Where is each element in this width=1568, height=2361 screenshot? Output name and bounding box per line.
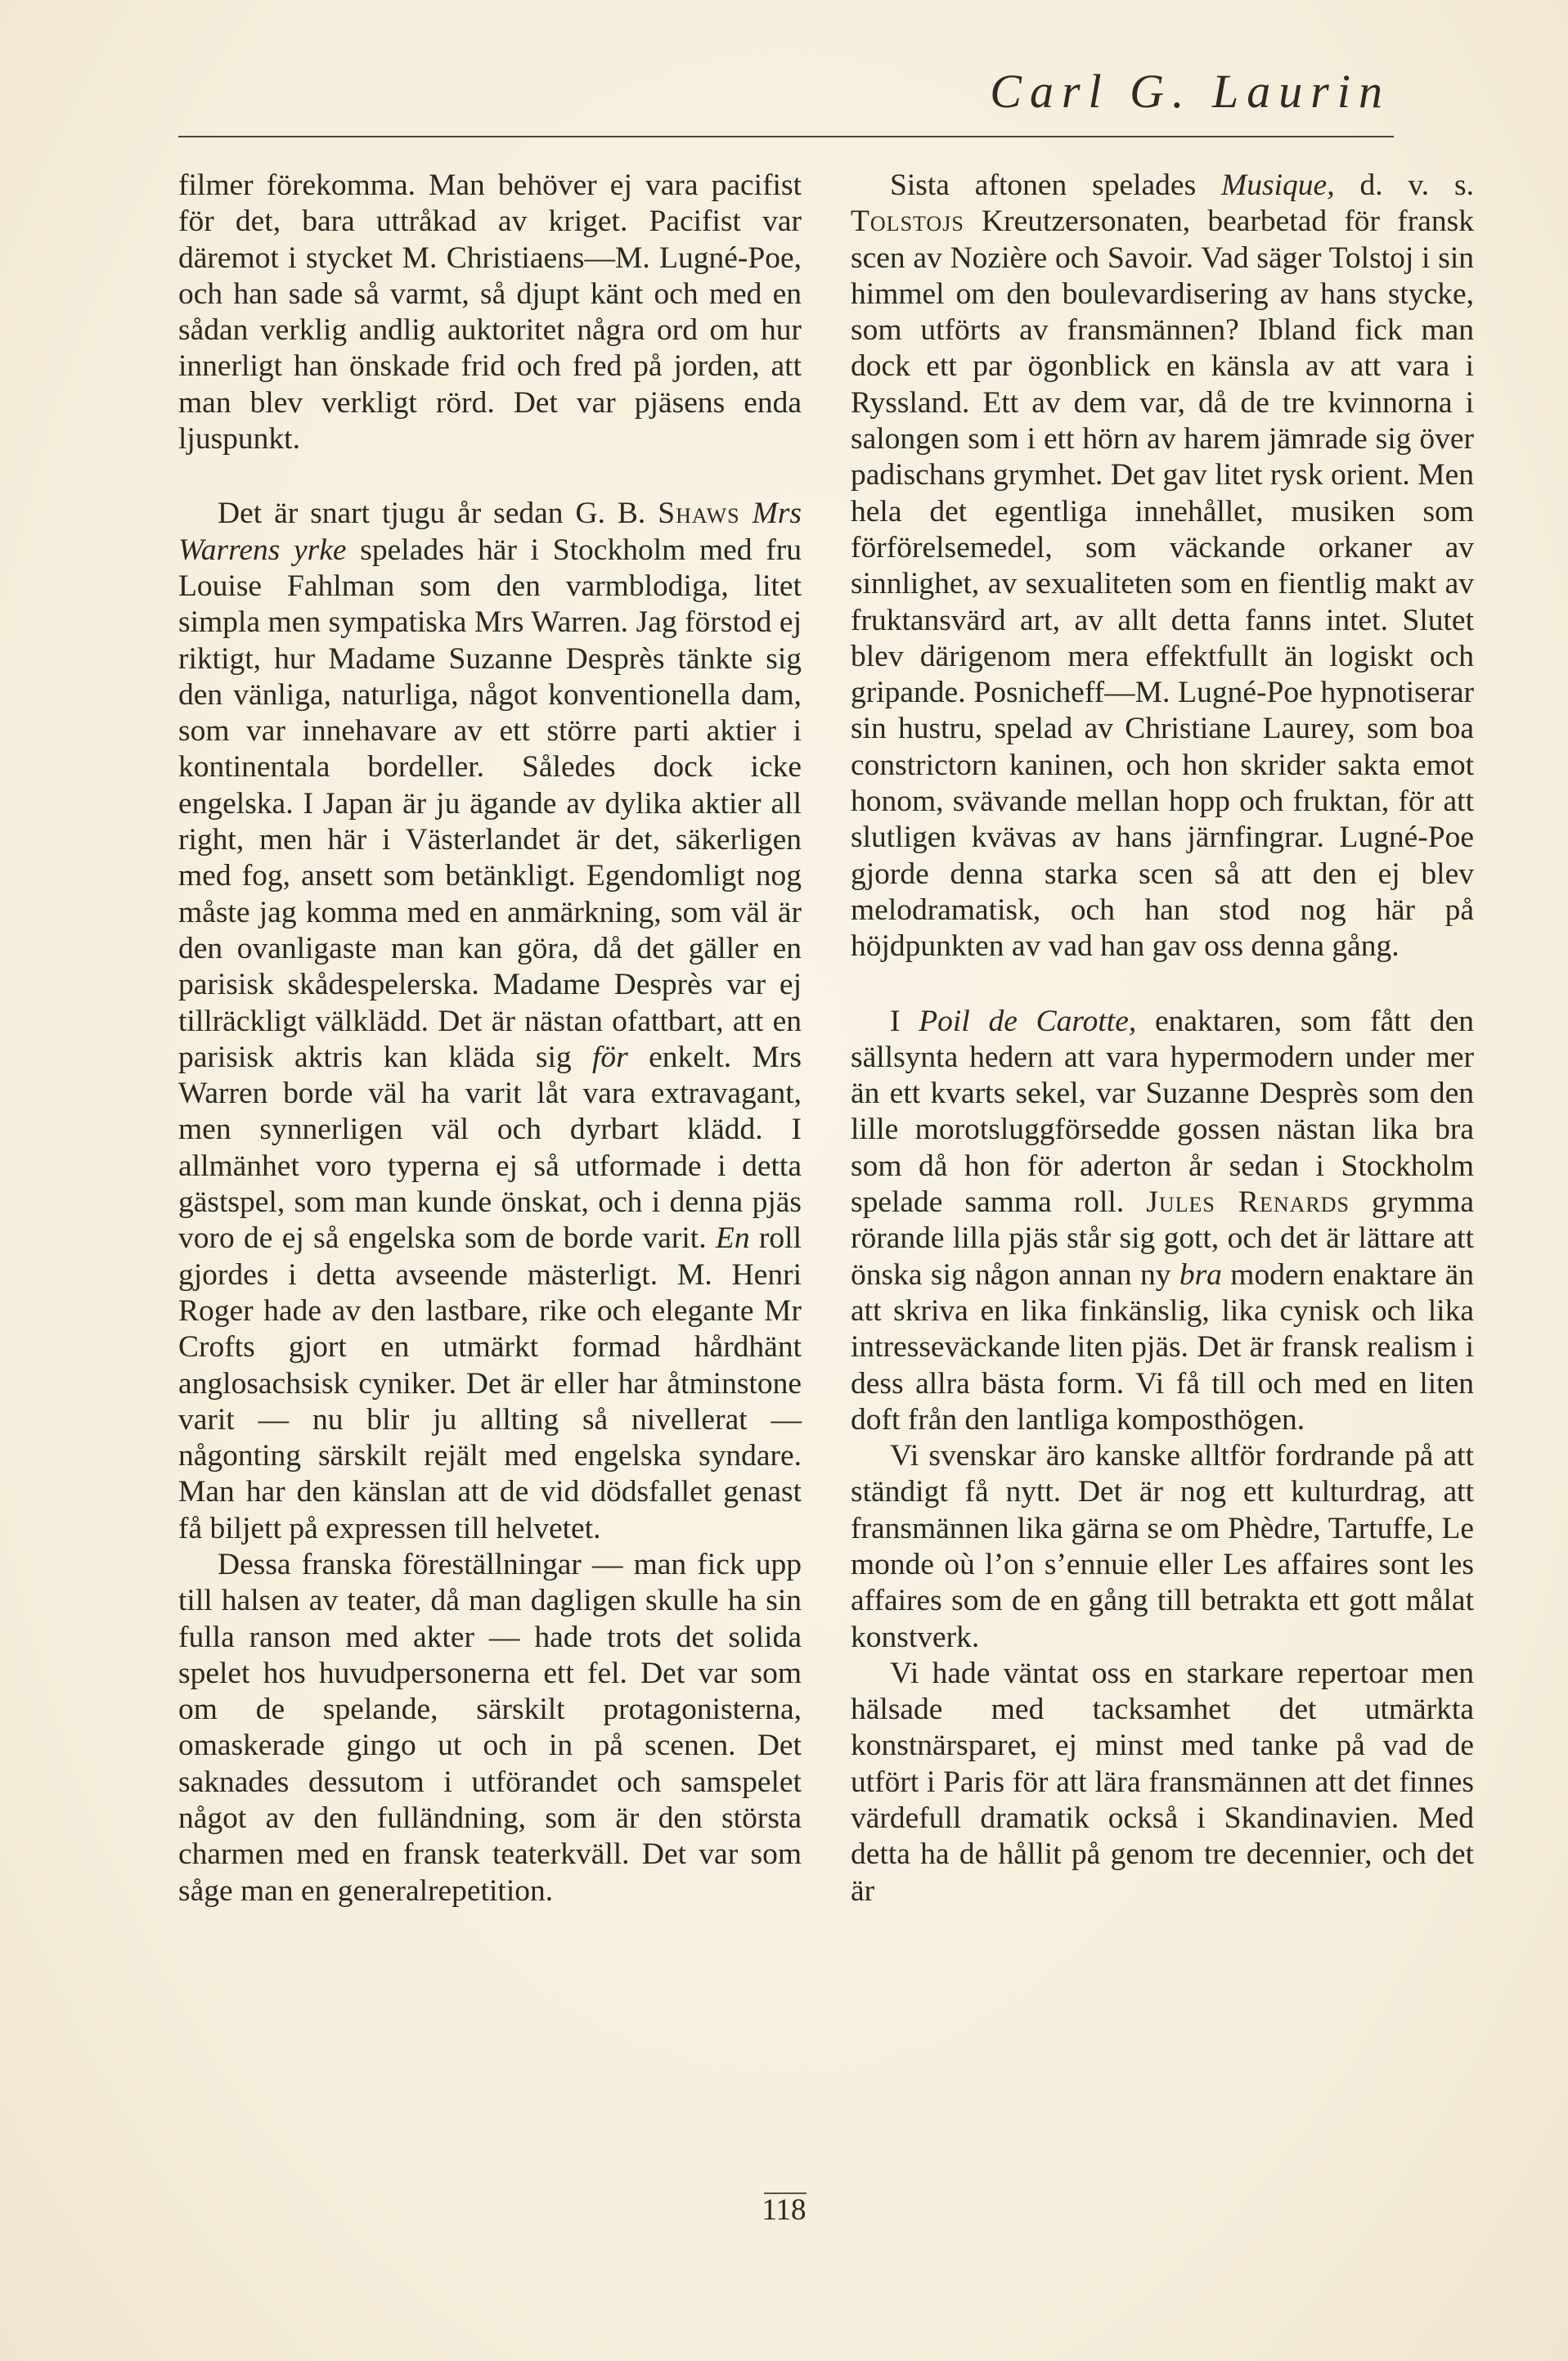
right-p1-text-c: Kreutzersonaten, bearbetad för fransk scen av Nozière och Savoir. Vad säger Tolstoj i sin himmel om den boulevardisering av hans stycke, som utförts av fransmännen? Ibland fick man dock ett par ögonblick en känsla av att vara i Ryssland. Ett av dem var, då de tre kvinnorna i salongen som i ett hörn av harem jämrade sig över padischans grymhet. Det gav litet rysk orient. Men hela det egentliga innehållet, musiken som förförelsemedel, som väckande orkaner av sinnlighet, av sexualiteten som en fientlig makt av fruktansvärd art, av allt detta fanns intet. Slutet blev därigenom mera effektfullt än logiskt och gripande. Posnicheff—M. Lugné-Poe hypnotiserar sin hustru, spelad av Christiane Laurey, som boa constrictorn kaninen, och hon skrider sakta emot honom, svävande mellan hopp och fruktan, för att slutligen kvävas av hans järnfingrar. Lugné-Poe gjorde denna starka scen så att den ej blev melodramatisk, och han stod nog här på höjdpunkten av vad han gav oss denna gång. <box>851 205 1474 964</box>
right-p2-text-c: grymma rörande lilla pjäs står sig gott, och det är lättare att önska sig någon annan ny <box>851 1185 1474 1292</box>
play-title-poil-de-carotte: Poil de Carotte, <box>919 1004 1137 1038</box>
left-paragraph-1 <box>178 168 802 457</box>
left-p2-text-e: roll gjordes i detta avseende mästerligt. M. Henri Roger hade av den lastbare, rike och elegante Mr Crofts gjort en utmärkt formad hårdhänt anglosachsisk cyniker. Det är eller har åtminstone varit — nu blir ju allting så nivellerat — någonting särskilt rejält med engelska syndare. Man har den känslan att de vid dödsfallet genast få biljett på expressen till helvetet. <box>178 1221 802 1545</box>
author-name-tolstojs: Tolstojs <box>851 205 964 239</box>
emphasis-en: En <box>715 1221 750 1256</box>
left-paragraph-2 <box>178 496 802 1547</box>
right-p2-text-d: modern enaktare än att skriva en lika finkänslig, lika cynisk och lika intresseväckande liten pjäs. Det är fransk realism i dess allra bästa form. Vi få till och med en liten doft från den lantliga komposthögen. <box>851 1257 1474 1437</box>
left-column <box>178 168 802 1909</box>
play-title-mrs-warrens-yrke: Mrs Warrens yrke <box>178 497 802 567</box>
right-p1-text-a: Sista aftonen spelades <box>890 169 1222 202</box>
author-name-jules-renards: Jules Renards <box>1146 1185 1350 1220</box>
right-p1-text-b: d. v. s. <box>1334 169 1474 202</box>
right-paragraph-1 <box>851 168 1474 965</box>
left-p2-text-a: Det är snart tjugu år sedan G. B. <box>218 497 658 531</box>
right-paragraph-3 <box>851 1438 1474 1656</box>
left-paragraph-1-text: filmer förekomma. Man behöver ej vara pacifist för det, bara uttråkad av kriget. Pacifist var däremot i stycket M. Christiaens—M. Lugné-Poe, och han sade så varmt, så djupt känt och med en sådan verklig andlig auktoritet några ord om hur innerligt han önskade frid och fred på jorden, att man blev verkligt rörd. Det var pjäsens enda ljuspunkt. <box>178 169 802 456</box>
right-paragraph-2 <box>851 1004 1474 1439</box>
emphasis-bra: bra <box>1179 1257 1222 1292</box>
left-paragraph-3-text: Dessa franska föreställningar — man fick upp till halsen av teater, då man dagligen skulle ha sin fulla ranson med akter — hade trots det solida spelet hos huvudpersonerna ett fel. Det var som om de spelande, särskilt protagonisterna, omaskerade gingo ut och in på scenen. Det saknades dessutom i utförandet och samspelet något av den fulländning, som är den största charmen med en fransk teaterkväll. Det var som såge man en generalrepetition. <box>178 1547 802 1908</box>
right-paragraph-3-text: Vi svenskar äro kanske alltför fordrande på att ständigt få nytt. Det är nog ett kulturdrag, att fransmännen lika gärna se om Phèdre, Tartuffe, Le monde où l’on s’ennuie eller Les affaires sont les affaires som de en gång till betrakta ett gott målat konstverk. <box>851 1439 1474 1654</box>
page-number: 118 <box>762 2193 806 2227</box>
running-title: Carl G. Laurin <box>990 65 1391 118</box>
right-p2-text-a: I <box>890 1004 919 1038</box>
left-p2-text-c: spelades här i Stockholm med fru Louise Fahlman som den varmblodiga, litet simpla men sympatiska Mrs Warren. Jag förstod ej riktigt, hur Madame Suzanne Desprès tänkte sig den vänliga, naturliga, något konventionella dam, som var innehavare av ett större parti aktier i kontinentala bordeller. Således dock icke engelska. I Japan är ju ägande av dylika aktier all right, men här i Västerlandet är det, säkerligen med fog, ansett som betänkligt. Egendomligt nog måste jag komma med en anmärkning, som väl är den ovanligaste man kan göra, då det gäller en parisisk skådespelerska. Madame Desprès var ej tillräckligt välklädd. Det är nästan ofattbart, att en parisisk aktris kan kläda sig <box>178 533 802 1074</box>
right-p2-text-b: enaktaren, som fått den sällsynta hedern att vara hypermodern under mer än ett kvarts sekel, var Suzanne Desprès som den lille morotsluggförsedde gossen nästan lika bra som då hon för aderton år sedan i Stockholm spelade samma roll. <box>851 1004 1474 1220</box>
left-paragraph-3 <box>178 1547 802 1909</box>
left-p2-text-d: enkelt. Mrs Warren borde väl ha varit låt vara extravagant, men synnerligen väl och dyrbart klädd. I allmänhet voro typerna ej så utformade i detta gästspel, som man kunde önskat, och i denna pjäs voro de ej så engelska som de borde varit. <box>178 1040 802 1256</box>
right-column <box>851 168 1474 1909</box>
right-paragraph-4-text: Vi hade väntat oss en starkare repertoar men hälsade med tacksamhet det utmärkta konstnärsparet, ej minst med tanke på vad de utfört i Paris för att lära fransmännen att det finnes värdefull dramatik också i Skandinavien. Med detta ha de hållit på genom tre decennier, och det är <box>851 1656 1474 1908</box>
right-paragraph-4 <box>851 1656 1474 1909</box>
left-p2-text-b <box>740 497 753 530</box>
header-rule <box>178 136 1394 137</box>
play-title-musique: Musique, <box>1221 169 1335 202</box>
emphasis-for: för <box>592 1040 628 1074</box>
author-name-shaws: Shaws <box>658 497 740 531</box>
